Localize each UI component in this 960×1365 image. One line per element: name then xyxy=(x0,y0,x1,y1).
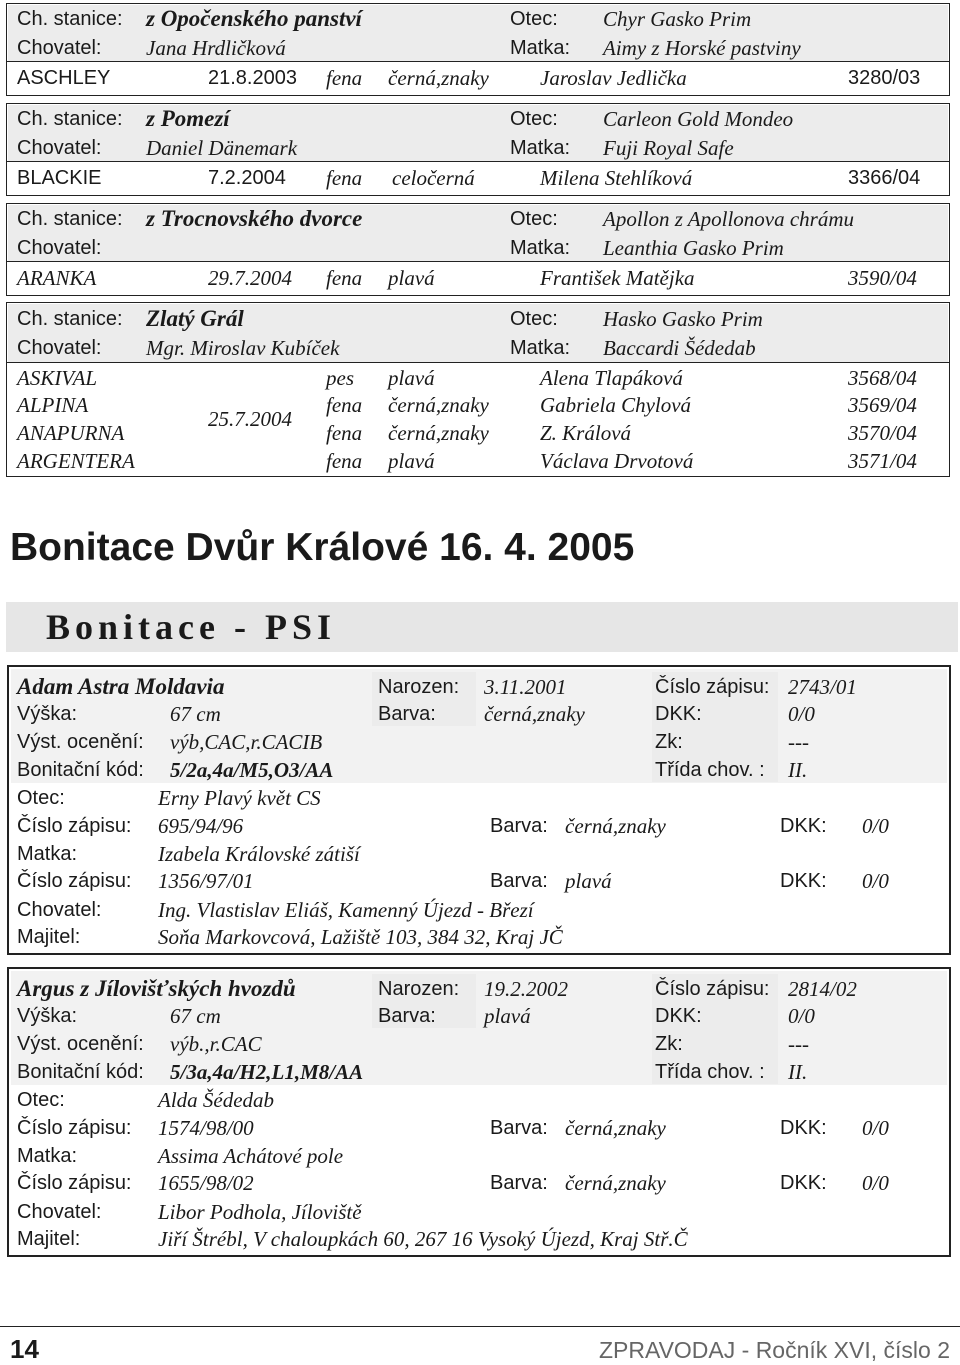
pup-reg-no: 3570/04 xyxy=(848,421,917,445)
father-name: Hasko Gasko Prim xyxy=(603,307,763,331)
pup-color: plavá xyxy=(388,366,435,390)
pup-color: černá,znaky xyxy=(388,66,489,90)
station-label: Ch. stanice: xyxy=(17,8,123,30)
mother-name: Fuji Royal Safe xyxy=(603,136,734,160)
breeder-label: Chovatel: xyxy=(17,37,102,59)
owner-label: Majitel: xyxy=(17,1228,81,1250)
owner-label: Majitel: xyxy=(17,926,81,948)
zk-label: Zk: xyxy=(655,731,683,753)
dkk-label: DKK: xyxy=(655,703,702,725)
born-label: Narozen: xyxy=(378,978,460,1000)
pup-reg-no: 3571/04 xyxy=(848,449,917,473)
divider xyxy=(6,261,950,262)
father-label: Otec: xyxy=(510,108,558,130)
station-name: z Pomezí xyxy=(146,106,230,131)
owner-value: Jiří Štrébl, V chaloupkách 60, 267 16 Vysoký Újezd, Kraj Stř.Č xyxy=(158,1227,688,1251)
breeder-label: Chovatel: xyxy=(17,899,102,921)
dkk-value: 0/0 xyxy=(788,702,815,726)
reg-value: 2743/01 xyxy=(788,675,857,699)
pup-date: 21.8.2003 xyxy=(208,67,297,89)
father-color-value: černá,znaky xyxy=(565,814,666,838)
breed-class-label: Třída chov. : xyxy=(655,1061,765,1083)
mother-reg-label: Číslo zápisu: xyxy=(17,1172,132,1194)
color-label: Barva: xyxy=(378,703,436,725)
breeder-value: Ing. Vlastislav Eliáš, Kamenný Újezd - Březí xyxy=(158,898,534,922)
color-value: plavá xyxy=(484,1004,531,1028)
pup-name: ASCHLEY xyxy=(17,67,111,89)
zk-value: --- xyxy=(788,730,809,754)
breeder-label: Chovatel: xyxy=(17,337,102,359)
breeder-name: Daniel Dänemark xyxy=(146,136,298,160)
mother-label: Matka: xyxy=(510,137,571,159)
pup-sex: fena xyxy=(326,166,363,190)
station-label: Ch. stanice: xyxy=(17,108,123,130)
father-label: Otec: xyxy=(510,308,558,330)
father-name: Chyr Gasko Prim xyxy=(603,7,752,31)
height-label: Výška: xyxy=(17,1005,78,1027)
pup-color: plavá xyxy=(388,449,435,473)
father-label: Otec: xyxy=(17,1089,65,1111)
dog-name: Adam Astra Moldavia xyxy=(17,674,225,699)
born-value: 3.11.2001 xyxy=(484,675,567,699)
pup-owner: František Matějka xyxy=(540,266,695,290)
pup-name: ALPINA xyxy=(17,393,89,417)
mother-label: Matka: xyxy=(510,337,571,359)
pup-reg-no: 3590/04 xyxy=(848,266,917,290)
pup-sex: fena xyxy=(326,421,363,445)
pup-name: ANAPURNA xyxy=(17,421,125,445)
mother-color-label: Barva: xyxy=(490,1172,548,1194)
publication-info: ZPRAVODAJ - Ročník XVI, číslo 2 xyxy=(598,1337,950,1363)
mother-color-value: plavá xyxy=(565,869,612,893)
mother-label: Matka: xyxy=(17,1145,78,1167)
pup-owner: Z. Králová xyxy=(540,421,632,445)
dkk-value: 0/0 xyxy=(788,1004,815,1028)
station-label: Ch. stanice: xyxy=(17,208,123,230)
father-label: Otec: xyxy=(510,8,558,30)
bon-code-value: 5/2a,4a/M5,O3/AA xyxy=(170,758,334,782)
father-label: Otec: xyxy=(510,208,558,230)
mother-name: Izabela Královské zátiší xyxy=(158,842,360,866)
page-number: 14 xyxy=(10,1334,39,1364)
mother-color-value: černá,znaky xyxy=(565,1171,666,1195)
reg-label: Číslo zápisu: xyxy=(655,978,770,1000)
pup-name: ARGENTERA xyxy=(17,449,135,473)
color-label: Barva: xyxy=(378,1005,436,1027)
pup-owner: Alena Tlapáková xyxy=(540,366,683,390)
mother-name: Leanthia Gasko Prim xyxy=(603,236,784,260)
divider xyxy=(6,61,950,62)
pup-color: černá,znaky xyxy=(388,421,489,445)
breeder-value: Libor Podhola, Jíloviště xyxy=(158,1200,362,1224)
footer-rule xyxy=(0,1326,960,1327)
breeder-name: Mgr. Miroslav Kubíček xyxy=(146,336,340,360)
zk-label: Zk: xyxy=(655,1033,683,1055)
pup-name: ARANKA xyxy=(17,266,97,290)
owner-value: Soňa Markovcová, Lažiště 103, 384 32, Kraj JČ xyxy=(158,925,563,949)
father-reg-label: Číslo zápisu: xyxy=(17,815,132,837)
father-dkk-label: DKK: xyxy=(780,815,827,837)
mother-dkk-label: DKK: xyxy=(780,870,827,892)
father-reg-label: Číslo zápisu: xyxy=(17,1117,132,1139)
divider xyxy=(6,161,950,162)
father-dkk-value: 0/0 xyxy=(862,1116,889,1140)
mother-name: Baccardi Šédedab xyxy=(603,336,756,360)
pup-owner: Gabriela Chylová xyxy=(540,393,692,417)
pup-sex: fena xyxy=(326,449,363,473)
father-reg-value: 695/94/96 xyxy=(158,814,244,838)
pup-owner: Milena Stehlíková xyxy=(540,166,693,190)
awards-label: Výst. ocenění: xyxy=(17,731,144,753)
mother-label: Matka: xyxy=(510,237,571,259)
father-color-value: černá,znaky xyxy=(565,1116,666,1140)
mother-reg-value: 1356/97/01 xyxy=(158,869,254,893)
page-heading: Bonitace Dvůr Králové 16. 4. 2005 xyxy=(10,526,635,569)
color-value: černá,znaky xyxy=(484,702,585,726)
father-name: Erny Plavý květ CS xyxy=(158,786,321,810)
breed-class-value: II. xyxy=(788,1060,808,1084)
pup-owner: Václava Drvotová xyxy=(540,449,694,473)
mother-label: Matka: xyxy=(510,37,571,59)
mother-name: Assima Achátové pole xyxy=(158,1144,344,1168)
father-name: Carleon Gold Mondeo xyxy=(603,107,794,131)
pup-reg-no: 3280/03 xyxy=(848,67,921,89)
breeder-label: Chovatel: xyxy=(17,237,102,259)
awards-value: výb,CAC,r.CACIB xyxy=(170,730,323,754)
awards-label: Výst. ocenění: xyxy=(17,1033,144,1055)
zk-value: --- xyxy=(788,1032,809,1056)
pup-reg-no: 3366/04 xyxy=(848,167,921,189)
section-title: Bonitace - PSI xyxy=(46,607,336,647)
pup-date: 29.7.2004 xyxy=(208,266,292,290)
mother-dkk-value: 0/0 xyxy=(862,1171,889,1195)
mother-label: Matka: xyxy=(17,843,78,865)
mother-color-label: Barva: xyxy=(490,870,548,892)
born-value: 19.2.2002 xyxy=(484,977,568,1001)
height-value: 67 cm xyxy=(170,1004,221,1028)
litter-date: 25.7.2004 xyxy=(208,407,292,431)
mother-dkk-value: 0/0 xyxy=(862,869,889,893)
father-name: Apollon z Apollonova chrámu xyxy=(603,207,855,231)
pup-owner: Jaroslav Jedlička xyxy=(540,66,687,90)
mother-reg-value: 1655/98/02 xyxy=(158,1171,254,1195)
pup-name: ASKIVAL xyxy=(17,366,98,390)
bon-code-value: 5/3a,4a/H2,L1,M8/AA xyxy=(170,1060,364,1084)
pup-name: BLACKIE xyxy=(17,167,102,189)
mother-dkk-label: DKK: xyxy=(780,1172,827,1194)
father-label: Otec: xyxy=(17,787,65,809)
pup-sex: fena xyxy=(326,266,363,290)
divider xyxy=(6,362,950,363)
father-dkk-label: DKK: xyxy=(780,1117,827,1139)
station-label: Ch. stanice: xyxy=(17,308,123,330)
dkk-label: DKK: xyxy=(655,1005,702,1027)
pup-color: černá,znaky xyxy=(388,393,489,417)
pup-reg-no: 3568/04 xyxy=(848,366,917,390)
breeder-name: Jana Hrdličková xyxy=(146,36,286,60)
pup-date: 7.2.2004 xyxy=(208,167,286,189)
pup-sex: fena xyxy=(326,393,363,417)
station-name: Zlatý Grál xyxy=(146,306,244,331)
dog-name: Argus z Jílovišťských hvozdů xyxy=(17,976,296,1001)
bon-code-label: Bonitační kód: xyxy=(17,1061,144,1083)
father-dkk-value: 0/0 xyxy=(862,814,889,838)
mother-reg-label: Číslo zápisu: xyxy=(17,870,132,892)
reg-value: 2814/02 xyxy=(788,977,857,1001)
father-color-label: Barva: xyxy=(490,815,548,837)
father-reg-value: 1574/98/00 xyxy=(158,1116,254,1140)
station-name: z Opočenského panství xyxy=(146,6,362,31)
pup-sex: fena xyxy=(326,66,363,90)
awards-value: výb.,r.CAC xyxy=(170,1032,262,1056)
pup-reg-no: 3569/04 xyxy=(848,393,917,417)
father-color-label: Barva: xyxy=(490,1117,548,1139)
breeder-label: Chovatel: xyxy=(17,137,102,159)
bon-code-label: Bonitační kód: xyxy=(17,759,144,781)
breeder-label: Chovatel: xyxy=(17,1201,102,1223)
pup-sex: pes xyxy=(326,366,354,390)
height-label: Výška: xyxy=(17,703,78,725)
breed-class-label: Třída chov. : xyxy=(655,759,765,781)
father-name: Alda Šédedab xyxy=(158,1088,275,1112)
height-value: 67 cm xyxy=(170,702,221,726)
pup-color: plavá xyxy=(388,266,435,290)
station-name: z Trocnovského dvorce xyxy=(146,206,363,231)
born-label: Narozen: xyxy=(378,676,460,698)
mother-name: Aimy z Horské pastviny xyxy=(603,36,801,60)
breed-class-value: II. xyxy=(788,758,808,782)
pup-color: celočerná xyxy=(392,166,475,190)
reg-label: Číslo zápisu: xyxy=(655,676,770,698)
